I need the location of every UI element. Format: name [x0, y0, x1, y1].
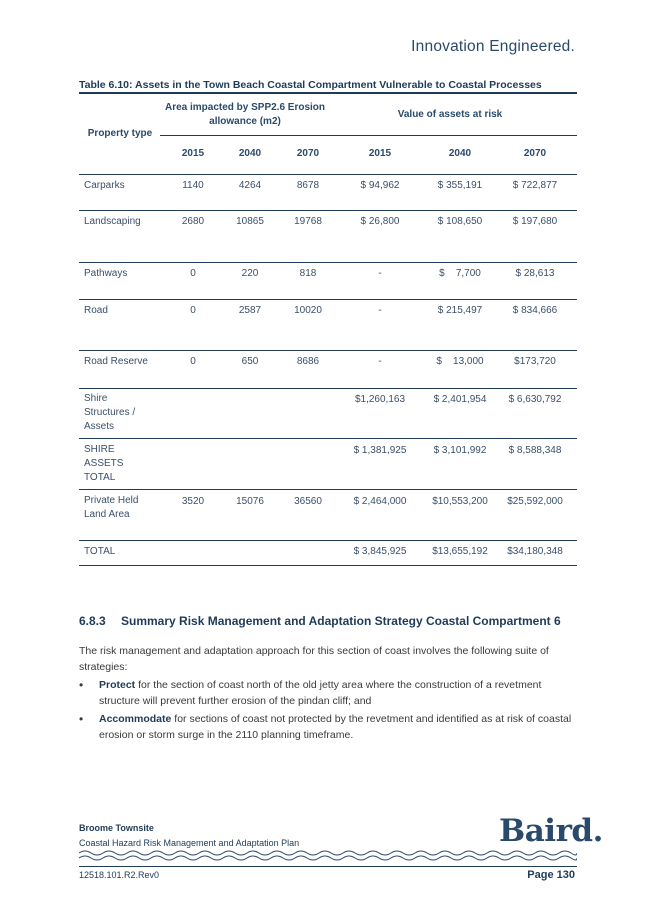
- col-group-area: Area impacted by SPP2.6 Erosion allowance (m2): [164, 102, 326, 127]
- row-rule: [79, 438, 577, 439]
- row-road-reserve-v2040: $ 13,000: [436, 356, 484, 367]
- bullet-text: for sections of coast not protected by the revetment and identified as at risk of coastal erosion or storm surge in the 2110 planning timeframe.: [99, 713, 572, 741]
- row-road-reserve-a2070: 8686: [296, 356, 320, 367]
- year-value-2070: 2070: [523, 148, 547, 159]
- row-landscaping-a2070: 19768: [294, 216, 322, 227]
- row-rule: [79, 540, 577, 541]
- row-rule: [79, 350, 577, 351]
- section-heading: [79, 614, 561, 628]
- row-private-land-a2015: 3520: [181, 496, 205, 507]
- footer-rule: [79, 866, 577, 867]
- year-area-2070: 2070: [296, 148, 320, 159]
- row-rule: [79, 299, 577, 300]
- row-pathways-name: Pathways: [84, 268, 128, 279]
- footer-page-number: Page 130: [527, 869, 575, 881]
- row-shire-assets-total-v2070: $ 8,588,348: [508, 445, 562, 456]
- table-title-rule: [79, 92, 577, 94]
- year-value-2040: 2040: [448, 148, 472, 159]
- footer-project: Broome Townsite: [79, 823, 154, 833]
- bullet-text: for the section of coast north of the old jetty area where the construction of a revetment structure will prevent further erosion of the pindan cliff; and: [99, 679, 542, 707]
- row-carparks-a2040: 4264: [238, 180, 262, 191]
- row-carparks-name: Carparks: [84, 180, 125, 191]
- row-pathways-v2070: $ 28,613: [515, 268, 555, 279]
- row-private-land-name: Private Held Land Area: [84, 495, 139, 520]
- baird-logo: Baird.: [499, 813, 603, 849]
- table-bottom-rule: [79, 565, 577, 566]
- row-rule: [79, 210, 577, 211]
- bullet-dot-icon: •: [79, 678, 84, 692]
- row-total-v2015: $ 3,845,925: [353, 546, 407, 557]
- row-private-land-v2070: $25,592,000: [507, 496, 563, 507]
- header-group-rule: [160, 135, 577, 136]
- row-private-land-a2040: 15076: [236, 496, 264, 507]
- year-value-2015: 2015: [368, 148, 392, 159]
- row-shire-assets-total-v2040: $ 3,101,992: [433, 445, 487, 456]
- row-landscaping-a2015: 2680: [181, 216, 205, 227]
- row-carparks-a2015: 1140: [182, 180, 204, 191]
- row-road-a2015: 0: [190, 305, 196, 316]
- row-private-land-v2040: $10,553,200: [432, 496, 488, 507]
- row-pathways-v2040: $ 7,700: [439, 268, 481, 279]
- year-area-2015: 2015: [181, 148, 205, 159]
- row-landscaping-a2040: 10865: [236, 216, 264, 227]
- row-shire-assets-total-v2015: $ 1,381,925: [353, 445, 407, 456]
- row-carparks-v2070: $ 722,877: [512, 180, 558, 191]
- bullet-lead: Protect: [99, 679, 136, 691]
- year-area-2040: 2040: [238, 148, 262, 159]
- row-landscaping-name: Landscaping: [84, 216, 141, 227]
- bullet-lead: Accommodate: [99, 713, 172, 725]
- row-road-reserve-a2040: 650: [241, 356, 259, 367]
- row-landscaping-v2070: $ 197,680: [512, 216, 558, 227]
- row-road-v2015: -: [378, 305, 382, 316]
- row-rule: [79, 262, 577, 263]
- row-landscaping-v2015: $ 26,800: [360, 216, 400, 227]
- row-road-a2040: 2587: [238, 305, 262, 316]
- row-total-name: TOTAL: [84, 546, 116, 557]
- row-shire-assets-total-name: SHIRE ASSETS TOTAL: [84, 444, 124, 483]
- row-carparks-v2040: $ 355,191: [437, 180, 483, 191]
- row-pathways-a2070: 818: [299, 268, 317, 279]
- col-group-value: Value of assets at risk: [397, 109, 503, 120]
- row-road-v2040: $ 215,497: [437, 305, 483, 316]
- row-private-land-a2070: 36560: [294, 496, 322, 507]
- row-shire-structures-v2015: $1,260,163: [354, 394, 406, 405]
- row-rule: [79, 388, 577, 389]
- col-header-property: Property type: [87, 128, 153, 139]
- row-pathways-v2015: -: [378, 268, 382, 279]
- row-shire-structures-v2070: $ 6,630,792: [508, 394, 562, 405]
- row-road-reserve-v2015: -: [378, 356, 382, 367]
- row-rule: [79, 489, 577, 490]
- section-intro: The risk management and adaptation approach for this section of coast involves the following suite of strategies:: [79, 645, 549, 673]
- footer-wave-icon: [79, 848, 577, 864]
- table-title: Table 6.10: Assets in the Town Beach Coastal Compartment Vulnerable to Coastal Processes: [79, 79, 542, 91]
- footer-report: Coastal Hazard Risk Management and Adaptation Plan: [79, 838, 300, 848]
- section-title: Summary Risk Management and Adaptation Strategy Coastal Compartment 6: [121, 614, 561, 628]
- row-pathways-a2015: 0: [190, 268, 196, 279]
- row-carparks-a2070: 8678: [296, 180, 320, 191]
- row-road-a2070: 10020: [294, 305, 322, 316]
- row-total-v2040: $13,655,192: [432, 546, 488, 557]
- header-bottom-rule: [79, 174, 577, 175]
- row-shire-structures-name: Shire Structures / Assets: [84, 393, 136, 432]
- row-total-v2070: $34,180,348: [507, 546, 563, 557]
- row-road-v2070: $ 834,666: [512, 305, 558, 316]
- row-shire-structures-v2040: $ 2,401,954: [433, 394, 487, 405]
- row-landscaping-v2040: $ 108,650: [437, 216, 483, 227]
- row-road-reserve-name: Road Reserve: [84, 356, 148, 367]
- row-pathways-a2040: 220: [241, 268, 259, 279]
- row-road-name: Road: [84, 305, 108, 316]
- header-tagline: Innovation Engineered.: [411, 38, 575, 55]
- row-road-reserve-a2015: 0: [190, 356, 196, 367]
- row-private-land-v2015: $ 2,464,000: [353, 496, 407, 507]
- bullet-dot-icon: •: [79, 712, 84, 726]
- footer-doc-number: 12518.101.R2.Rev0: [79, 870, 160, 880]
- row-road-reserve-v2070: $173,720: [514, 356, 556, 367]
- row-carparks-v2015: $ 94,962: [360, 180, 400, 191]
- section-number: 6.8.3: [79, 614, 106, 628]
